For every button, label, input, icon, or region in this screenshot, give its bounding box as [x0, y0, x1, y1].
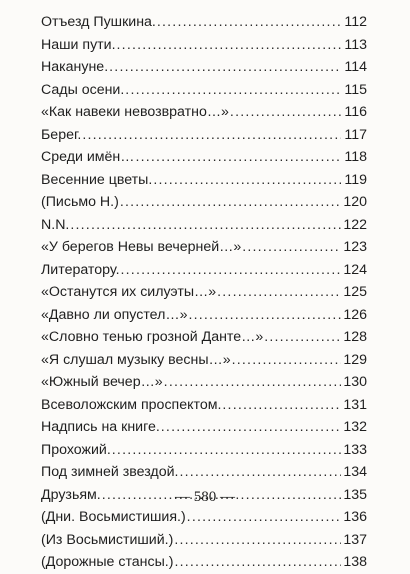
toc-entry-title: «Словно тенью грозной Данте…»	[41, 329, 264, 345]
toc-entry-page: 129	[343, 351, 367, 368]
toc-entry-page: 114	[344, 59, 367, 75]
toc-dot-leader	[112, 439, 341, 462]
toc-entry	[41, 349, 367, 372]
toc-entry-title: Под зимней звездой.	[41, 464, 179, 480]
toc-entry	[41, 371, 367, 394]
toc-entry-title: «Останутся их силуэты…»	[41, 284, 217, 300]
toc-entry	[41, 529, 367, 552]
toc-entry-title: «Как навеки невозвратно…»	[41, 104, 229, 120]
toc-dot-leader	[161, 416, 341, 439]
toc-entry-title: (Дорожные стансы.)	[41, 554, 174, 570]
toc-entry	[41, 326, 367, 349]
toc-dot-leader	[188, 304, 341, 327]
toc-dot-leader	[70, 214, 341, 237]
toc-entry-page: 113	[344, 36, 367, 53]
toc-entry-title: Всеволожским проспектом.	[41, 396, 222, 413]
toc-entry	[41, 461, 367, 484]
toc-entry-page: 138	[343, 554, 367, 570]
toc-entry-page: 117	[344, 126, 367, 143]
toc-entry	[41, 551, 367, 574]
toc-entry-page: 116	[344, 104, 367, 120]
toc-dot-leader	[264, 326, 341, 349]
toc-entry-page: 124	[343, 261, 367, 278]
toc-entry-title: Надпись на книге.	[41, 419, 160, 435]
toc-entry-page: 119	[344, 171, 367, 188]
toc-entry-title: Друзьям.	[41, 486, 101, 503]
page-number: — 580 —	[175, 489, 235, 505]
toc-dot-leader	[157, 11, 341, 34]
toc-entry	[41, 506, 367, 529]
toc-entry-page: 136	[343, 509, 367, 525]
toc-entry-page: 128	[343, 329, 367, 345]
toc-entry	[41, 56, 367, 79]
toc-entry	[41, 34, 367, 57]
toc-entry-title: (Из Восьмистиший.)	[41, 531, 174, 548]
toc-entry-page: 126	[343, 306, 367, 323]
toc-dot-leader	[82, 124, 341, 147]
toc-entry-title: «Давно ли опустел…»	[41, 306, 188, 323]
toc-dot-leader	[174, 551, 341, 574]
toc-dot-leader	[125, 79, 341, 102]
toc-entry-page: 123	[343, 239, 367, 255]
toc-entry-title: Отъезд Пушкина.	[41, 14, 156, 30]
toc-entry-page: 112	[344, 14, 367, 30]
toc-entry	[41, 124, 367, 147]
toc-entry-title: Наши пути.	[41, 36, 116, 53]
toc-entry-page: 133	[343, 441, 367, 458]
toc-entry	[41, 236, 367, 259]
toc-entry-page: 118	[344, 149, 367, 165]
toc-entry	[41, 259, 367, 282]
toc-dot-leader	[121, 259, 341, 282]
toc-entry-title: Берег.	[41, 126, 82, 143]
toc-entry-title: Весенние цветы.	[41, 171, 153, 188]
toc-entry	[41, 79, 367, 102]
toc-dot-leader	[222, 394, 341, 417]
toc-dot-leader	[120, 191, 341, 214]
toc-dot-leader	[109, 56, 341, 79]
toc-dot-leader	[153, 169, 341, 192]
toc-entry	[41, 146, 367, 169]
toc-entry	[41, 191, 367, 214]
toc-entry-title: Сады осени.	[41, 81, 125, 98]
toc-dot-leader	[230, 101, 341, 124]
toc-dot-leader	[164, 371, 341, 394]
toc-dot-leader	[187, 506, 341, 529]
toc-entry-title: N.N.	[41, 216, 70, 233]
toc-dot-leader	[179, 461, 341, 484]
toc-entry-page: 115	[344, 81, 367, 98]
toc-entry-page: 130	[343, 374, 367, 390]
toc-entry-title: «Южный вечер…»	[41, 374, 163, 390]
toc-entry-page: 134	[343, 464, 367, 480]
toc-dot-leader	[117, 34, 341, 57]
toc-dot-leader	[174, 529, 341, 552]
toc-entry-title: (Письмо Н.)	[41, 194, 119, 210]
toc-entry-title: «У берегов Невы вечерней…»	[41, 239, 242, 255]
toc-entry-page: 125	[343, 284, 367, 300]
toc-entry-page: 131	[343, 396, 367, 413]
toc-entry-page: 135	[343, 486, 367, 503]
toc-entry-page: 120	[343, 194, 367, 210]
toc-entry	[41, 281, 367, 304]
toc-entry-page: 137	[343, 531, 367, 548]
toc-dot-leader	[242, 236, 341, 259]
toc-entry	[41, 169, 367, 192]
toc-dot-leader	[232, 349, 341, 372]
toc-entry	[41, 11, 367, 34]
toc-entry	[41, 439, 367, 462]
toc-entry-title: Прохожий.	[41, 441, 111, 458]
toc-entry	[41, 214, 367, 237]
toc-dot-leader	[135, 146, 341, 169]
toc-entry-title: Накануне.	[41, 59, 109, 75]
toc-entry	[41, 394, 367, 417]
toc-entry-page: 122	[343, 216, 367, 233]
toc-dot-leader	[217, 281, 341, 304]
toc-entry-page: 132	[343, 419, 367, 435]
toc-entry	[41, 416, 367, 439]
toc-entry-title: (Дни. Восьмистишия.)	[41, 509, 186, 525]
toc-entry-title: «Я слушал музыку весны…»	[41, 351, 231, 368]
toc-entry-title: Среди имён…	[41, 149, 135, 165]
toc-entry	[41, 101, 367, 124]
toc-entry	[41, 304, 367, 327]
toc-entry-title: Литератору.	[41, 261, 120, 278]
